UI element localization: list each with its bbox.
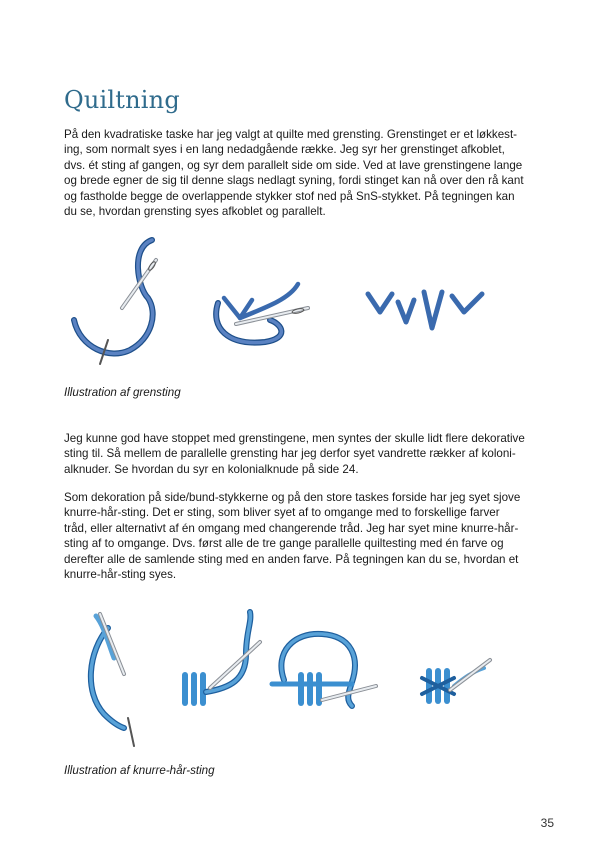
grensting-step1-drawing (74, 240, 157, 364)
paragraph-kolonialknuder (64, 431, 552, 477)
knurre-step4-drawing (422, 660, 490, 704)
grensting-step2-drawing (216, 284, 308, 343)
paragraph-knurre-har-sting (64, 490, 552, 582)
text-line: dvs. ét sting af gangen, og syr dem parallelt side om side. Ved at lave grenstingene lange (64, 158, 523, 172)
grensting-parallel-drawing (368, 292, 482, 328)
paragraph-grensting (64, 127, 552, 219)
knurre-har-sting-illustration (60, 602, 530, 752)
text-line: sting til. Så mellem de parallelle grensting har jeg derfor syet vandrette rækker af koloni- (64, 447, 516, 461)
text-line: derefter alle de samlende sting med en anden farve. På tegningen kan du se, hvordan et (64, 552, 519, 566)
text-line: alknuder. Se hvordan du syr en kolonialknude på side 24. (64, 462, 359, 476)
caption-knurre-har-sting: Illustration af knurre-hår-sting (64, 764, 215, 777)
knurre-step2-drawing (182, 612, 260, 706)
grensting-illustration (60, 228, 520, 378)
page-number: 35 (540, 816, 554, 830)
knurre-step3-drawing (272, 634, 376, 706)
text-line: På den kvadratiske taske har jeg valgt at quilte med grensting. Grenstinget er et løkkest- (64, 128, 518, 141)
text-line: Som dekoration på side/bund-stykkerne og på den store taskes forside har jeg syet sjove (64, 491, 521, 504)
text-line: Jeg kunne god have stoppet med grenstingene, men syntes der skulle lidt flere dekorative (64, 432, 525, 445)
text-line: ing, som normalt syes i en lang nedadgående række. Jeg syr her grenstinget afkoblet, (64, 143, 505, 157)
text-line: tråd, eller alternativt af én omgang med changerende tråd. Jeg har syet mine knurre-hår- (64, 521, 519, 535)
text-line: og fastholde begge de overlappende stykker stof ned på SnS-stykket. På tegningen kan (64, 189, 515, 203)
text-line: knurre-hår-sting syes. (64, 568, 177, 582)
knurre-step1-drawing (91, 614, 134, 746)
text-line: knurre-hår-sting. Det er sting, som bliver syet af to omgange med to forskellige farver (64, 506, 500, 520)
text-line: sting af to omgange. Dvs. først alle de tre gange parallelle quiltesting med én farve og (64, 537, 504, 551)
page-title: Quiltning (64, 86, 180, 114)
caption-grensting: Illustration af grensting (64, 386, 181, 399)
text-line: og brede egner de sig til denne slags nedlagt syning, fordi stinget kan nå over den rå kant (64, 174, 524, 188)
text-line: du se, hvordan grensting syes afkoblet og parallelt. (64, 205, 326, 219)
